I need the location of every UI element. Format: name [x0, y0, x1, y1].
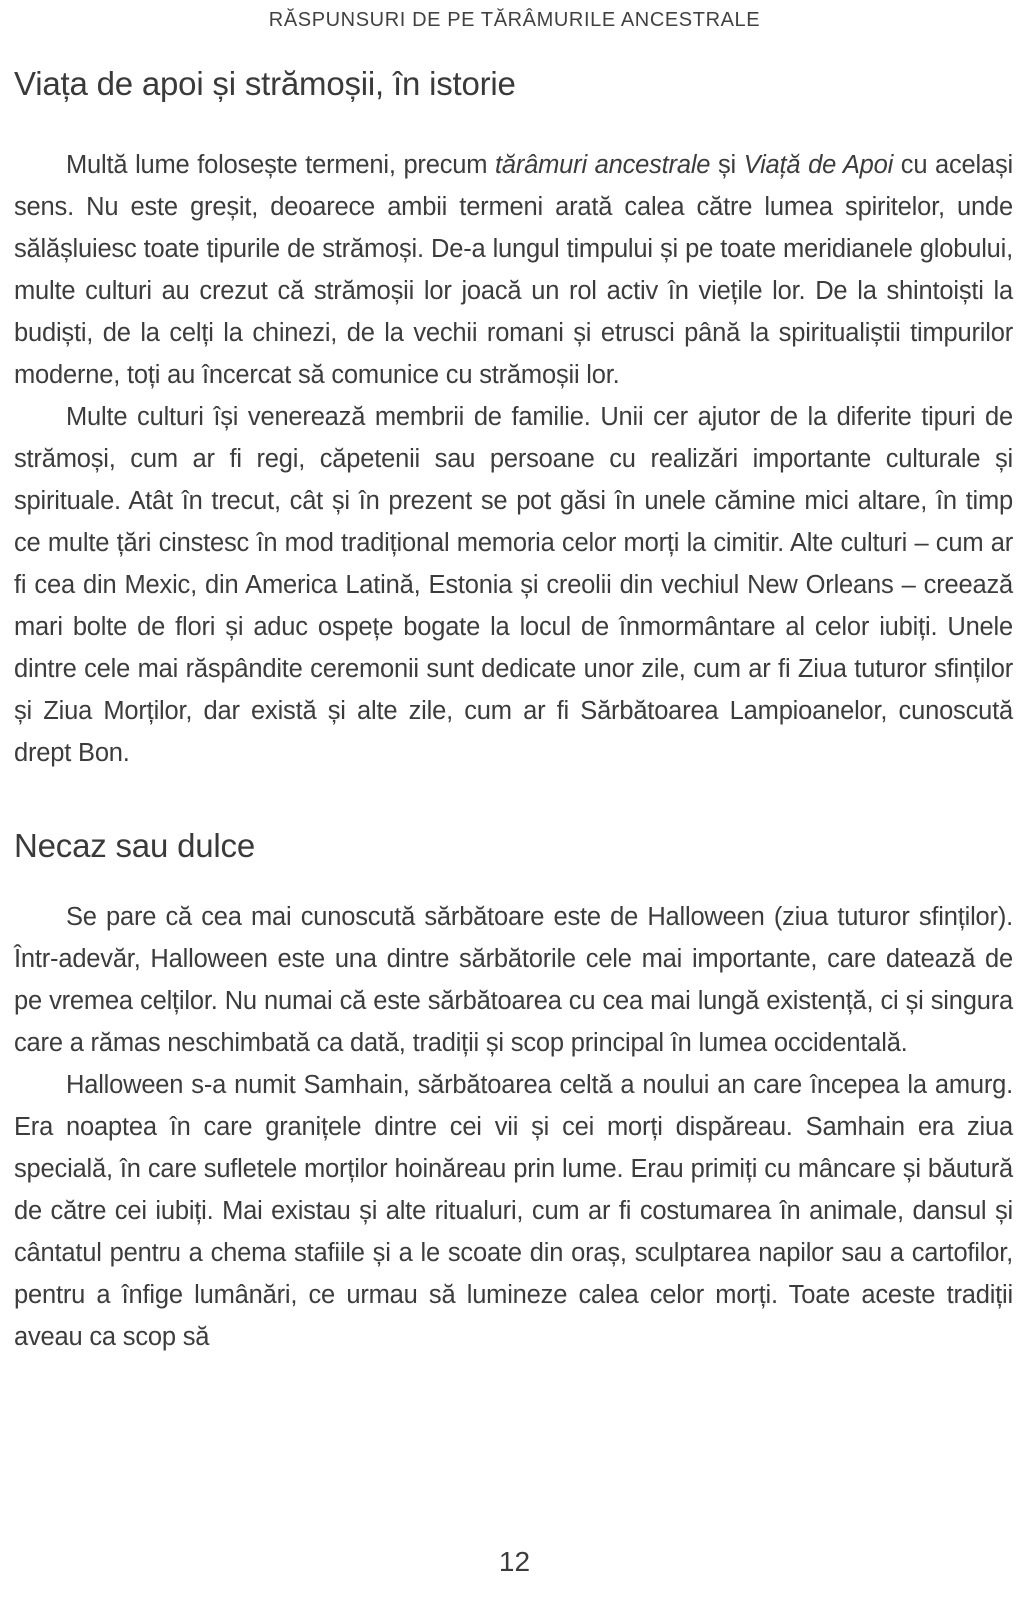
paragraph-samhain: Halloween s-a numit Samhain, sărbătoarea celtă a noului an care începea la amurg. Era noaptea în care granițele dintre cei vii și cei morți dispăreau. Samhain era ziua specială, în care sufletele morților hoinăreau prin lume. Erau primiți cu mâncare și băutură de către cei iubiți. Mai existau și alte ritualuri, cum ar fi costumarea în animale, dansul și cântatul pentru a chema stafiile și a le scoate din oraș, sculptarea napilor sau a cartofilor, pentru a înfige lumânări, ce urmau să lumineze calea celor morți. Toate aceste tradiții aveau ca scop să	[14, 1071, 1013, 1351]
paragraph-veneration: Multe culturi își venerează membrii de familie. Unii cer ajutor de la diferite tipuri de strămoși, cum ar fi regi, căpetenii sau persoane cu realizări importante culturale și spirituale. Atât în trecut, cât și în prezent se pot găsi în unele cămine mici altare, în timp ce multe țări cinstesc în mod tradițional memoria celor morți la cimitir. Alte culturi – cum ar fi cea din Mexic, din America Latină, Estonia și creolii din vechiul New Orleans – creează mari bolte de flori și aduc ospețe bogate la locul de înmormântare al celor iubiți. Unele dintre cele mai răspândite ceremonii sunt dedicate unor zile, cum ar fi Ziua tuturor sfinților și Ziua Morților, dar există și alte zile, cum ar fi Sărbătoarea Lampioanelor, cunoscută drept Bon.	[14, 403, 1013, 767]
paragraph-halloween: Se pare că cea mai cunoscută sărbătoare este de Halloween (ziua tuturor sfinților). Într-adevăr, Halloween este una dintre sărbătorile cele mai importante, care datează de pe vremea celților. Nu numai că este sărbătoarea cu cea mai lungă existență, ci și singura care a rămas neschimbată ca dată, tradiții și scop principal în lumea occidentală.	[14, 903, 1013, 1057]
text-run-italic-taramuri: tărâmuri ancestrale	[494, 151, 711, 179]
running-header: RĂSPUNSURI DE PE TĂRÂMURILE ANCESTRALE	[268, 9, 761, 31]
section-afterlife-history	[14, 62, 1013, 774]
text-run: și	[710, 151, 744, 179]
text-run: Multă lume folosește termeni, precum	[66, 151, 495, 179]
paragraph-terms	[14, 144, 1013, 396]
section-heading-afterlife: Viața de apoi și strămoșii, în istorie	[14, 65, 516, 102]
section-trick-or-treat	[14, 824, 1013, 1358]
text-run-italic-viata-de-apoi: Viață de Apoi	[743, 151, 894, 179]
page-number: 12	[498, 1546, 531, 1577]
page-content	[0, 62, 1029, 1358]
text-run: cu același sens. Nu este greșit, deoarece ambii termeni arată calea către lumea spiritelor, unde sălășluiesc toate tipurile de strămoși. De-a lungul timpului și pe toate meridianele globului, multe culturi au crezut că strămoșii lor joacă un rol activ în viețile lor. De la shintoiști la budiști, de la celți la chinezi, de la vechii romani și etrusci până la spiritualiștii timpurilor moderne, toți au încercat să comunice cu strămoșii lor.	[14, 151, 1013, 389]
section-heading-trick-or-treat: Necaz sau dulce	[14, 827, 255, 864]
